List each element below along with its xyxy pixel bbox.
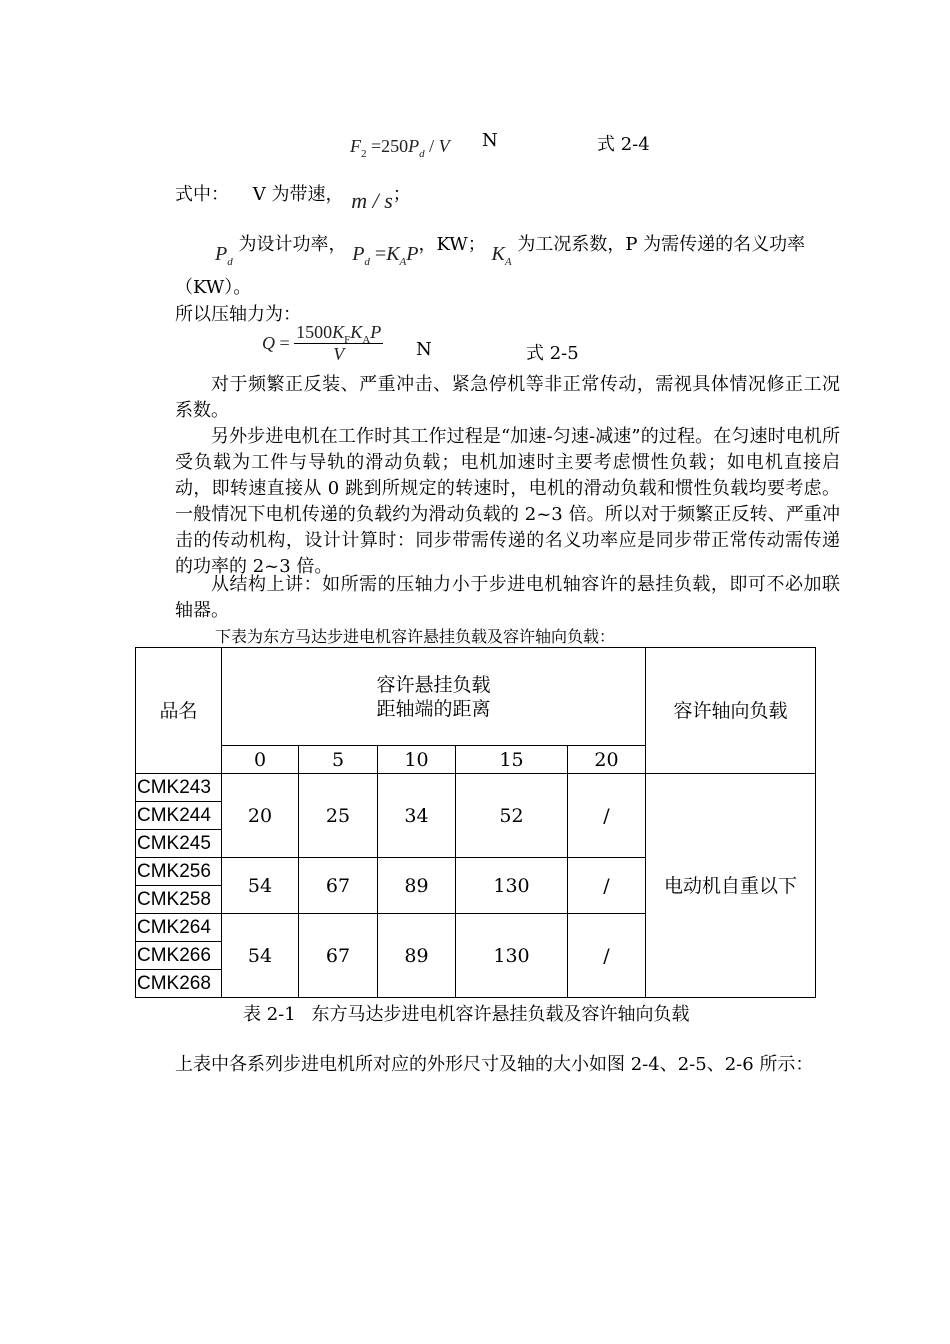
header-product-name: 品名 xyxy=(136,648,222,774)
model-cell: CMK264 xyxy=(136,914,222,942)
where-line xyxy=(175,180,411,213)
formula-slash: / xyxy=(424,136,439,156)
value-cell: 89 xyxy=(378,914,456,998)
formula-sub-d: d xyxy=(419,148,425,160)
formula-2-5 xyxy=(262,322,383,365)
formula-sub: 2 xyxy=(361,148,367,160)
formula-var-v: V xyxy=(438,136,450,156)
model-cell: CMK243 xyxy=(136,774,222,802)
header-hanging-load xyxy=(222,648,646,746)
formula-equals: = xyxy=(275,333,290,353)
pd-text2: ，KW； xyxy=(418,234,486,255)
formula-var-f: F xyxy=(350,136,361,156)
where-suffix: ； xyxy=(392,184,411,205)
caption-number: 表 2-1 xyxy=(243,1004,296,1025)
ka-var: $K_A$ xyxy=(491,243,512,268)
paragraph-2: 另外步进电机在工作时其工作过程是“加速-匀速-减速”的过程。在匀速时电机所受负载为工件与导轨的滑动负载；电机加速时主要考虑惯性负载；如电机直接启动，即转速直接从 0 跳到所规定的转速时，电机的滑动负载和惯性负载均要考虑。一般情况下电机传递的负载约为滑动负载的 2~3 倍。所以对于频繁正反转、严重冲击的传动机构，设计计算时：同步带需传递的名义功率应是同步带正常传动需传递的功率的 2~3 倍。 xyxy=(175,426,840,577)
value-cell: / xyxy=(568,858,646,914)
distance-cell: 10 xyxy=(378,746,456,774)
value-cell: 20 xyxy=(222,774,299,858)
formula-2-4-unit: N xyxy=(482,130,498,151)
axial-value-cell: 电动机自重以下 xyxy=(646,774,816,998)
table-intro: 下表为东方马达步进电机容许悬挂负载及容许轴向负载： xyxy=(215,627,616,646)
distance-cell: 15 xyxy=(456,746,568,774)
model-cell: CMK245 xyxy=(136,830,222,858)
spec-table xyxy=(135,647,816,998)
value-cell: 34 xyxy=(378,774,456,858)
pd-var: $P_d$ xyxy=(215,243,233,268)
pressure-intro: 所以压轴力为： xyxy=(175,304,301,325)
header-hanging-line1: 容许悬挂负载 xyxy=(376,673,491,696)
pd-line xyxy=(215,230,806,268)
formula-2-4-label: 式 2-4 xyxy=(597,134,650,155)
formula-equals: = xyxy=(371,136,382,156)
pd-formula: $P_d =K_AP$ xyxy=(352,243,419,268)
formula-2-5-label: 式 2-5 xyxy=(526,343,579,364)
pd-text1: 为设计功率， xyxy=(238,234,347,255)
formula-2-5-unit: N xyxy=(416,339,432,360)
pd-text4: （KW）。 xyxy=(175,277,252,298)
formula-coef: 250 xyxy=(381,136,409,156)
where-unit: m / s xyxy=(351,188,393,213)
value-cell: / xyxy=(568,774,646,858)
formula-2-4 xyxy=(350,136,450,160)
where-prefix: 式中： xyxy=(175,184,229,205)
value-cell: 54 xyxy=(222,914,299,998)
formula-var-q: Q xyxy=(262,333,275,353)
formula-fraction: $\frac{1500K_FK_AP}{V}$ xyxy=(296,322,382,364)
paragraph-1: 对于频繁正反装、严重冲击、紧急停机等非正常传动，需视具体情况修正工况系数。 xyxy=(175,374,840,421)
value-cell: 67 xyxy=(299,858,378,914)
value-cell: 67 xyxy=(299,914,378,998)
where-text: V 为带速， xyxy=(252,184,344,205)
model-cell: CMK258 xyxy=(136,886,222,914)
header-hanging-line2: 距轴端的距离 xyxy=(376,697,491,720)
header-axial-load: 容许轴向负载 xyxy=(646,648,816,774)
table-caption xyxy=(243,1000,689,1026)
formula-var-p: P xyxy=(408,136,420,156)
paragraph-3: 从结构上讲：如所需的压轴力小于步进电机轴容许的悬挂负载，即可不必加联轴器。 xyxy=(175,574,840,621)
value-cell: 54 xyxy=(222,858,299,914)
pd-text3: 为工况系数，P 为需传递的名义功率 xyxy=(517,234,806,255)
distance-cell: 5 xyxy=(299,746,378,774)
distance-cell: 20 xyxy=(568,746,646,774)
caption-text: 东方马达步进电机容许悬挂负载及容许轴向负载 xyxy=(311,1004,690,1025)
model-cell: CMK266 xyxy=(136,942,222,970)
final-line: 上表中各系列步进电机所对应的外形尺寸及轴的大小如图 2-4、2-5、2-6 所示： xyxy=(175,1054,814,1075)
distance-cell: 0 xyxy=(222,746,299,774)
value-cell: 25 xyxy=(299,774,378,858)
value-cell: 130 xyxy=(456,914,568,998)
value-cell: 52 xyxy=(456,774,568,858)
model-cell: CMK244 xyxy=(136,802,222,830)
model-cell: CMK256 xyxy=(136,858,222,886)
value-cell: 89 xyxy=(378,858,456,914)
model-cell: CMK268 xyxy=(136,970,222,998)
value-cell: / xyxy=(568,914,646,998)
value-cell: 130 xyxy=(456,858,568,914)
